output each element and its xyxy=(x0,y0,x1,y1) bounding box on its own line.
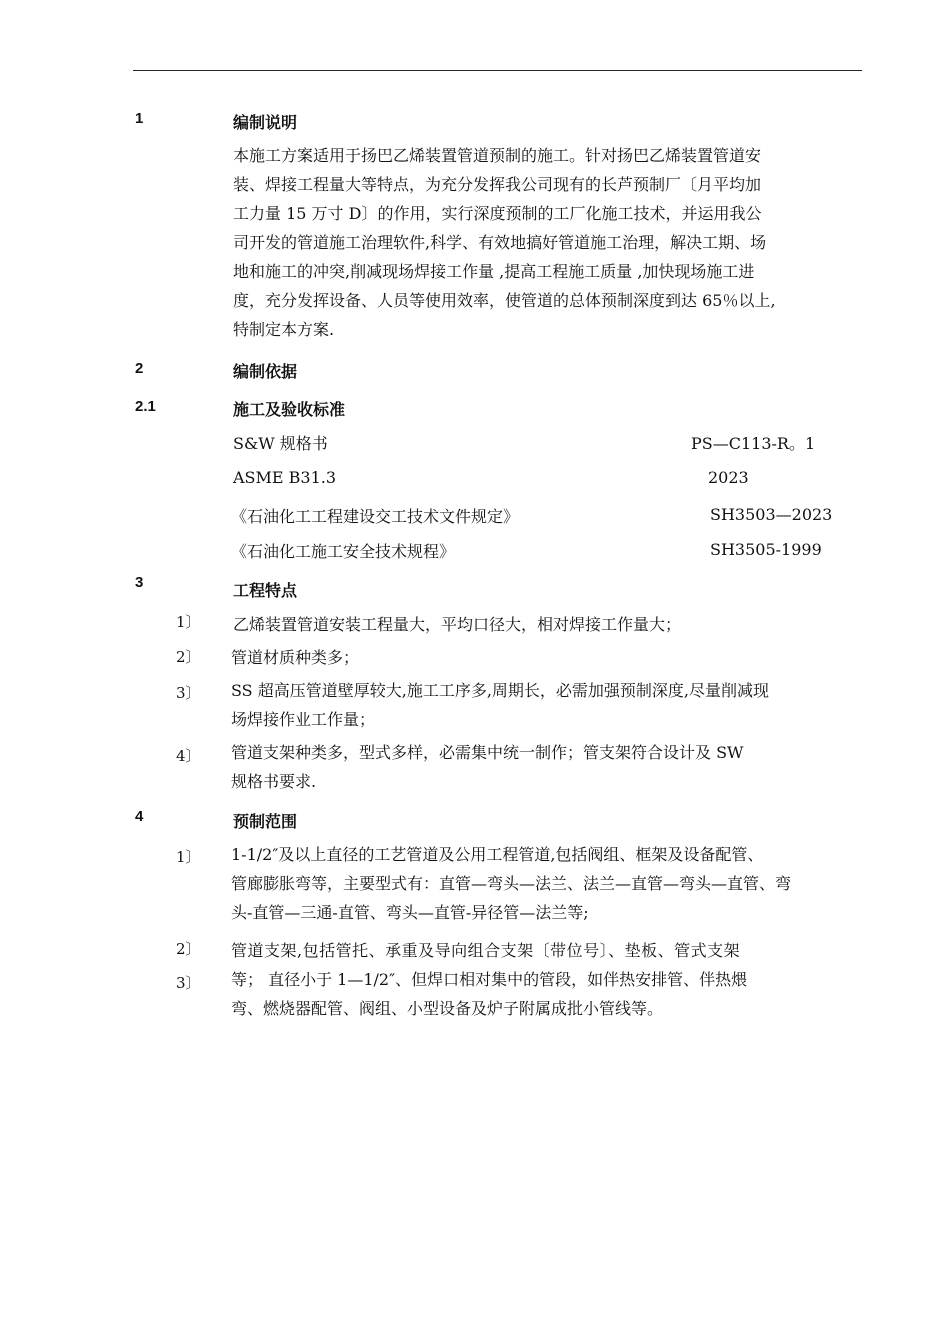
list-item-text: 乙烯装置管道安装工程量大，平均口径大，相对焊接工作量大； xyxy=(233,615,682,634)
section-1-title: 编制说明 xyxy=(233,113,298,132)
paragraph-line: 司开发的管道施工治理软件,科学、有效地搞好管道施工治理，解决工期、场 xyxy=(233,233,767,252)
list-item-number: 1〕 xyxy=(176,848,201,866)
section-1-paragraph xyxy=(233,141,776,344)
standard-code: SH3505-1999 xyxy=(710,540,822,559)
section-2-1-title: 施工及验收标准 xyxy=(233,400,346,419)
standard-name: 《石油化工施工安全技术规程》 xyxy=(231,542,456,561)
paragraph-line: 管道支架种类多，型式多样，必需集中统一制作；管支架符合设计及 SW xyxy=(231,743,744,762)
list-item-text xyxy=(231,965,747,1023)
paragraph-line: 管廊膨胀弯等，主要型式有：直管—弯头—法兰、法兰—直管—弯头—直管、弯 xyxy=(231,874,792,893)
standard-code: SH3503—2023 xyxy=(710,505,833,524)
section-4-title: 预制范围 xyxy=(233,812,298,831)
list-item-number: 3〕 xyxy=(176,684,201,702)
paragraph-line: 地和施工的冲突,削减现场焊接工作量 ,提高工程施工质量 ,加快现场施工进 xyxy=(233,262,755,281)
paragraph-line: 弯、燃烧器配管、阀组、小型设备及炉子附属成批小管线等。 xyxy=(231,999,664,1018)
paragraph-line: 装、焊接工程量大等特点，为充分发挥我公司现有的长芦预制厂〔月平均加 xyxy=(233,175,762,194)
list-item-number: 4〕 xyxy=(176,747,201,765)
list-item-number: 3〕 xyxy=(176,974,201,992)
paragraph-line: 头-直管—三通-直管、弯头—直管-异径管—法兰等; xyxy=(231,903,589,922)
list-item-text: 管道支架,包括管托、承重及导向组合支架〔带位号〕、垫板、管式支架 xyxy=(231,941,741,960)
section-2-title: 编制依据 xyxy=(233,362,298,381)
section-2-1-number: 2.1 xyxy=(135,398,156,415)
list-item-number: 1〕 xyxy=(176,613,201,631)
list-item-number: 2〕 xyxy=(176,940,201,958)
list-item-text xyxy=(231,738,744,796)
section-2-number: 2 xyxy=(135,360,144,377)
section-3-number: 3 xyxy=(135,574,144,591)
paragraph-line: 1-1/2″及以上直径的工艺管道及公用工程管道,包括阀组、框架及设备配管、 xyxy=(231,845,764,864)
section-4-number: 4 xyxy=(135,808,144,825)
list-item-text: 管道材质种类多； xyxy=(231,648,360,667)
standard-code: 2023 xyxy=(708,468,749,487)
paragraph-line: 等； 直径小于 1—1/2″、但焊口相对集中的管段，如伴热安排管、伴热煨 xyxy=(231,970,748,989)
list-item-number: 2〕 xyxy=(176,648,201,666)
list-item-text xyxy=(231,676,769,734)
standard-name: S&W 规格书 xyxy=(233,434,328,453)
paragraph-line: 工力量 15 万寸 D〕的作用，实行深度预制的工厂化施工技术，并运用我公 xyxy=(233,204,762,223)
paragraph-line: 本施工方案适用于扬巴乙烯装置管道预制的施工。针对扬巴乙烯装置管道安 xyxy=(233,146,762,165)
paragraph-line: 规格书要求. xyxy=(231,772,317,791)
paragraph-line: 场焊接作业工作量； xyxy=(231,710,376,729)
list-item-text xyxy=(231,840,791,927)
section-1-number: 1 xyxy=(135,110,144,127)
paragraph-line: 度，充分发挥设备、人员等使用效率，使管道的总体预制深度到达 65％以上, xyxy=(233,291,776,310)
standard-name: ASME B31.3 xyxy=(233,468,337,487)
standard-code: PS—C113-R。1 xyxy=(691,434,816,453)
section-3-title: 工程特点 xyxy=(233,581,298,600)
header-rule xyxy=(133,70,862,71)
paragraph-line: 特制定本方案. xyxy=(233,320,335,339)
standard-name: 《石油化工工程建设交工技术文件规定》 xyxy=(231,507,520,526)
paragraph-line: SS 超高压管道壁厚较大,施工工序多,周期长，必需加强预制深度,尽量削减现 xyxy=(231,681,769,700)
